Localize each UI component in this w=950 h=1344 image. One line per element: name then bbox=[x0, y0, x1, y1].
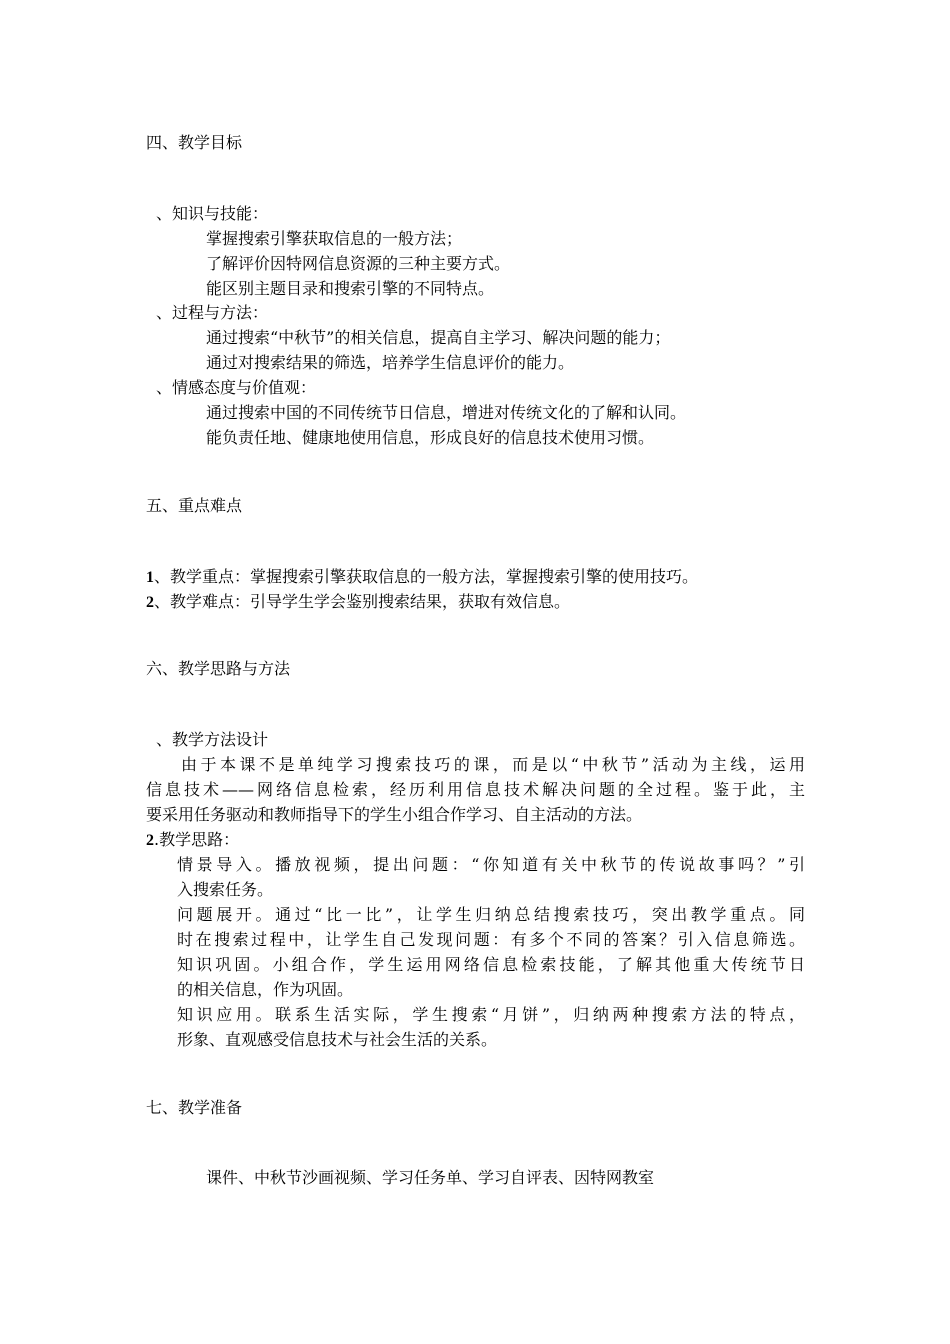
subsection-title: 、教学方法设计 bbox=[156, 730, 269, 749]
item-text: .教学思路： bbox=[154, 830, 240, 849]
paragraph-line: 形象、直观感受信息技术与社会生活的关系。 bbox=[177, 1030, 498, 1049]
subsection-title: 、知识与技能： bbox=[156, 204, 269, 223]
subsection-title: 、过程与方法： bbox=[156, 303, 269, 322]
paragraph-line: 情景导入。播放视频，提出问题：“你知道有关中秋节的传说故事吗？”引 bbox=[177, 855, 805, 874]
objective-item: 能负责任地、健康地使用信息，形成良好的信息技术使用习惯。 bbox=[206, 428, 655, 447]
item-text: 、教学难点：引导学生学会鉴别搜索结果，获取有效信息。 bbox=[154, 592, 571, 611]
section-heading: 七、教学准备 bbox=[146, 1098, 243, 1117]
paragraph-line: 知识应用。联系生活实际，学生搜索“月饼”，归纳两种搜索方法的特点， bbox=[177, 1005, 805, 1024]
paragraph-line: 由于本课不是单纯学习搜索技巧的课，而是以“中秋节”活动为主线，运用 bbox=[181, 755, 805, 774]
objective-item: 通过对搜索结果的筛选，培养学生信息评价的能力。 bbox=[206, 353, 575, 372]
paragraph-line: 入搜索任务。 bbox=[177, 880, 274, 899]
objective-item: 能区别主题目录和搜索引擎的不同特点。 bbox=[206, 279, 495, 298]
subsection-title: 、情感态度与价值观： bbox=[156, 378, 317, 397]
item-number: 1 bbox=[146, 569, 154, 586]
paragraph-line: 要采用任务驱动和教师指导下的学生小组合作学习、自主活动的方法。 bbox=[146, 805, 643, 824]
key-point-item bbox=[146, 565, 698, 589]
paragraph-line: 信息技术——网络信息检索，经历利用信息技术解决问题的全过程。鉴于此，主 bbox=[146, 780, 805, 799]
section-heading: 四、教学目标 bbox=[146, 133, 243, 152]
objective-item: 通过搜索“中秋节”的相关信息，提高自主学习、解决问题的能力； bbox=[206, 328, 671, 347]
item-number: 2 bbox=[146, 832, 154, 849]
paragraph-line: 时在搜索过程中，让学生自己发现问题：有多个不同的答案？引入信息筛选。 bbox=[177, 930, 805, 949]
item-number: 2 bbox=[146, 594, 154, 611]
objective-item: 了解评价因特网信息资源的三种主要方式。 bbox=[206, 254, 511, 273]
subsection-title bbox=[146, 828, 239, 852]
paragraph-line: 问题展开。通过“比一比”，让学生归纳总结搜索技巧，突出教学重点。同 bbox=[177, 905, 805, 924]
key-point-item bbox=[146, 590, 570, 614]
paragraph-line: 知识巩固。小组合作，学生运用网络信息检索技能，了解其他重大传统节日 bbox=[177, 955, 805, 974]
paragraph-line: 的相关信息，作为巩固。 bbox=[177, 980, 354, 999]
objective-item: 掌握搜索引擎获取信息的一般方法； bbox=[206, 229, 463, 248]
section-heading: 五、重点难点 bbox=[146, 496, 243, 515]
section-heading: 六、教学思路与方法 bbox=[146, 659, 291, 678]
objective-item: 通过搜索中国的不同传统节日信息，增进对传统文化的了解和认同。 bbox=[206, 403, 687, 422]
preparation-text: 课件、中秋节沙画视频、学习任务单、学习自评表、因特网教室 bbox=[206, 1168, 655, 1187]
item-text: 、教学重点：掌握搜索引擎获取信息的一般方法，掌握搜索引擎的使用技巧。 bbox=[154, 567, 699, 586]
